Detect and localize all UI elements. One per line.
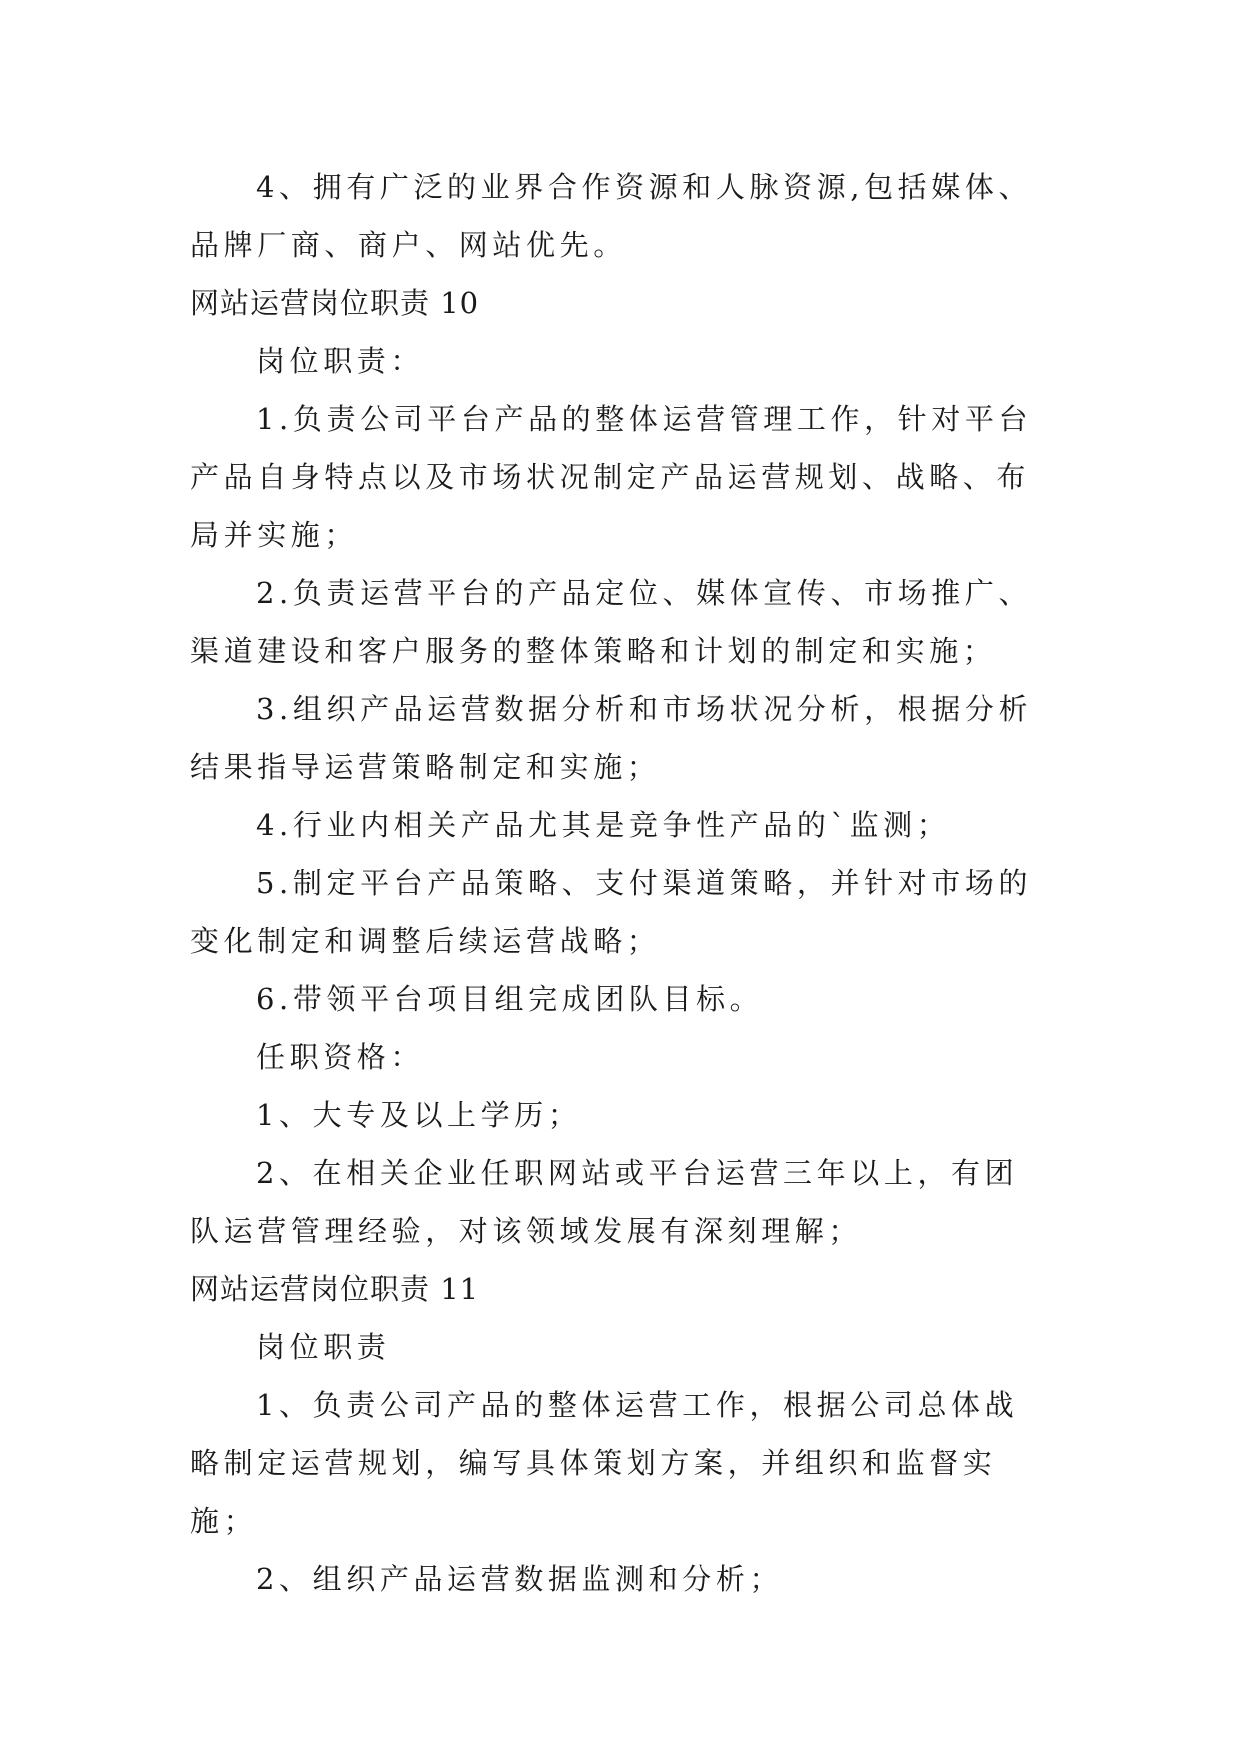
paragraph: 1、大专及以上学历； xyxy=(256,1098,582,1132)
section-heading: 网站运营岗位职责 10 xyxy=(190,286,480,320)
paragraph: 岗位职责 xyxy=(256,1330,391,1364)
paragraph: 6.带领平台项目组完成团队目标。 xyxy=(256,982,764,1016)
paragraph: 5.制定平台产品策略、支付渠道策略，并针对市场的变化制定和调整后续运营战略； xyxy=(190,866,1033,958)
document-body xyxy=(190,158,1050,1608)
paragraph: 4、拥有广泛的业界合作资源和人脉资源,包括媒体、品牌厂商、商户、网站优先。 xyxy=(190,170,1033,262)
paragraph: 3.组织产品运营数据分析和市场状况分析，根据分析结果指导运营策略制定和实施； xyxy=(190,692,1033,784)
paragraph: 1、负责公司产品的整体运营工作，根据公司总体战略制定运营规划，编写具体策划方案，并组织和监督实施； xyxy=(190,1388,1019,1538)
paragraph: 4.行业内相关产品尤其是竞争性产品的`监测； xyxy=(256,808,951,842)
paragraph: 任职资格： xyxy=(256,1040,425,1074)
paragraph: 岗位职责： xyxy=(256,344,425,378)
paragraph: 2、在相关企业任职网站或平台运营三年以上，有团队运营管理经验，对该领域发展有深刻理解； xyxy=(190,1156,1019,1248)
paragraph: 1.负责公司平台产品的整体运营管理工作，针对平台产品自身特点以及市场状况制定产品运营规划、战略、布局并实施； xyxy=(190,402,1033,552)
paragraph: 2、组织产品运营数据监测和分析； xyxy=(256,1562,784,1596)
section-heading: 网站运营岗位职责 11 xyxy=(190,1272,480,1306)
paragraph: 2.负责运营平台的产品定位、媒体宣传、市场推广、渠道建设和客户服务的整体策略和计划的制定和实施； xyxy=(190,576,1033,668)
